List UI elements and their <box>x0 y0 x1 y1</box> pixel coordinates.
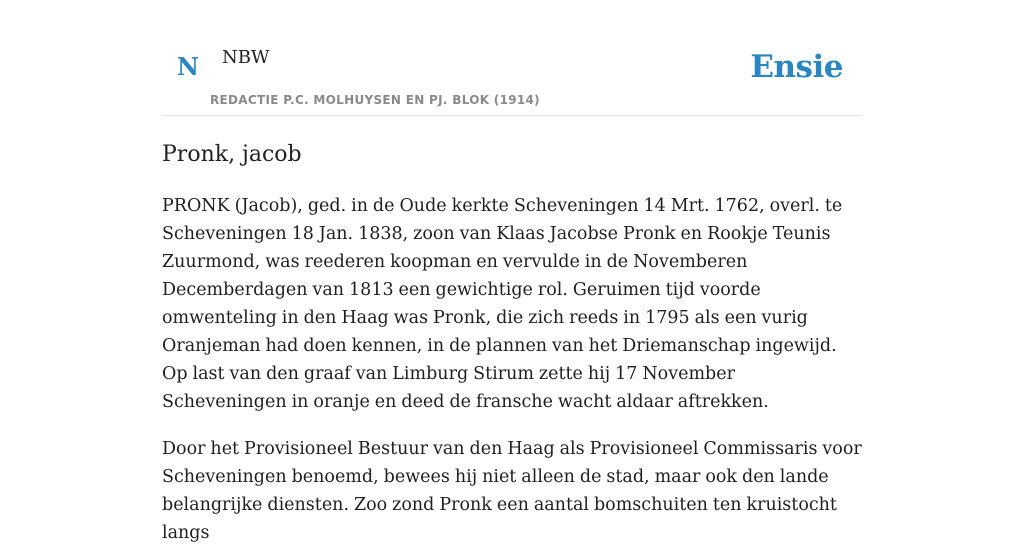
book-title[interactable]: NBW <box>222 47 270 68</box>
entry-paragraph-2: Door het Provisioneel Bestuur van den Haag als Provisioneel Commissaris voor Scheveningen benoemd, bewees hij niet alleen de stad, maar ook den lande belangrijke diensten. Zoo zond Pronk een aantal bomschuiten ten kruistocht langs <box>162 439 862 544</box>
entry-title: Pronk, jacob <box>162 142 302 167</box>
page <box>162 0 862 547</box>
book-logo[interactable]: N <box>177 52 199 81</box>
brand-logo[interactable]: Ensie <box>750 49 843 85</box>
header <box>162 0 862 116</box>
book-subtitle: REDACTIE P.C. MOLHUYSEN EN PJ. BLOK (1914) <box>210 93 540 107</box>
entry-paragraph-1: PRONK (Jacob), ged. in de Oude kerkte Scheveningen 14 Mrt. 1762, overl. te Scheveningen 18 Jan. 1838, zoon van Klaas Jacobse Pronk en Rookje Teunis Zuurmond, was reederen koopman en vervulde in de Novemberen Decemberdagen van 1813 een gewichtige rol. Geruimen tijd voorde omwenteling in den Haag was Pronk, die zich reeds in 1795 als een vurig Oranjeman had doen kennen, in de plannen van het Driemanschap ingewijd. Op last van den graaf van Limburg Stirum zette hij 17 November Scheveningen in oranje en deed de fransche wacht aldaar aftrekken. <box>162 196 843 413</box>
